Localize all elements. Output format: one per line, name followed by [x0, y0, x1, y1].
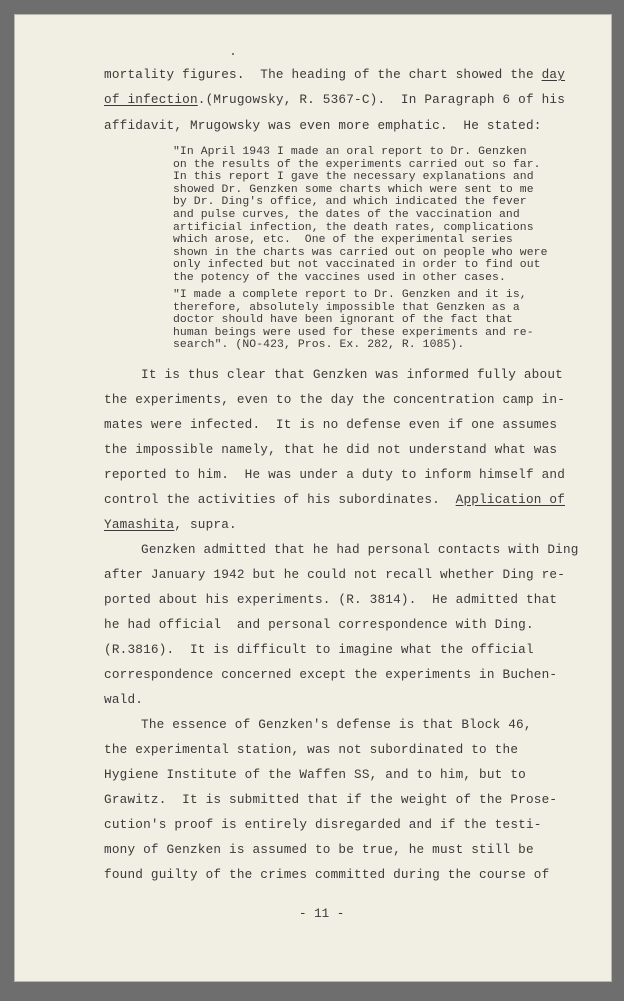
q1-line: shown in the charts was carried out on people who were — [173, 246, 548, 259]
q1-line: artificial infection, the death rates, complications — [173, 221, 534, 234]
p3-line: Genzken admitted that he had personal contacts with Ding — [141, 542, 579, 557]
ink-speck — [232, 53, 234, 55]
q1-line: "In April 1943 I made an oral report to Dr. Genzken — [173, 146, 527, 158]
q1-line: on the results of the experiments carried out so far. — [173, 158, 541, 171]
p2-line: reported to him. He was under a duty to inform himself and — [104, 467, 566, 482]
document-page — [14, 14, 612, 982]
p4-line: The essence of Genzken's defense is that Block 46, — [141, 717, 532, 732]
q1-line: showed Dr. Genzken some charts which were sent to me — [173, 183, 534, 196]
q1-line: the potency of the vaccines used in other cases. — [173, 272, 506, 284]
q1-line: In this report I gave the necessary explanations and — [173, 171, 534, 184]
p1-line-3: affidavit, Mrugowsky was even more emphatic. He stated: — [104, 118, 542, 133]
q1-line: by Dr. Ding's office, and which indicated the fever — [173, 196, 527, 209]
underlined-phrase: of infection — [104, 92, 198, 107]
p4-line: mony of Genzken is assumed to be true, he must still be — [104, 842, 534, 857]
q1-line: which arose, etc. One of the experimental series — [173, 234, 513, 247]
p4-line: the experimental station, was not subordinated to the — [104, 742, 519, 757]
p4-line: found guilty of the crimes committed during the course of — [104, 867, 550, 882]
q2-line: therefore, absolutely impossible that Genzken as a — [173, 301, 520, 314]
underlined-phrase: Yamashita — [104, 517, 175, 532]
p3-line: after January 1942 but he could not recall whether Ding re- — [104, 567, 566, 582]
q2-line: "I made a complete report to Dr. Genzken and it is, — [173, 289, 527, 301]
p3-line: wald. — [104, 692, 144, 707]
p3-line: correspondence concerned except the experiments in Buchen- — [104, 667, 558, 682]
p3-line: (R.3816). It is difficult to imagine what the official — [104, 642, 534, 657]
q2-line: search". (NO-423, Pros. Ex. 282, R. 1085). — [173, 339, 465, 352]
p2-line: mates were infected. It is no defense even if one assumes — [104, 417, 558, 432]
p3-line: ported about his experiments. (R. 3814). He admitted that — [104, 592, 558, 607]
p2-line-7: Yamashita, supra. — [104, 517, 237, 532]
q1-line: and pulse curves, the dates of the vaccination and — [173, 209, 520, 221]
page-number: - 11 - — [299, 907, 345, 921]
p1-line-1: mortality figures. The heading of the chart showed the day — [104, 67, 566, 82]
p4-line: cution's proof is entirely disregarded and if the testi- — [104, 817, 542, 832]
p3-line: he had official and personal correspondence with Ding. — [104, 617, 534, 632]
q1-line: only infected but not vaccinated in order to find out — [173, 259, 541, 272]
underlined-phrase: Application of — [455, 492, 566, 507]
q2-line: doctor should have been ignorant of the fact that — [173, 314, 513, 327]
underlined-phrase: day — [541, 67, 566, 82]
p4-line: Grawitz. It is submitted that if the weight of the Prose- — [104, 792, 558, 807]
p1-line-2: of infection.(Mrugowsky, R. 5367-C). In Paragraph 6 of his — [104, 92, 566, 107]
p2-line-6: control the activities of his subordinates. Application of — [104, 492, 566, 507]
q2-line: human beings were used for these experiments and re- — [173, 326, 534, 339]
p2-line: the experiments, even to the day the concentration camp in- — [104, 392, 566, 407]
p4-line: Hygiene Institute of the Waffen SS, and to him, but to — [104, 767, 526, 782]
p2-line: It is thus clear that Genzken was informed fully about — [141, 367, 563, 382]
p2-line: the impossible namely, that he did not understand what was — [104, 442, 558, 457]
